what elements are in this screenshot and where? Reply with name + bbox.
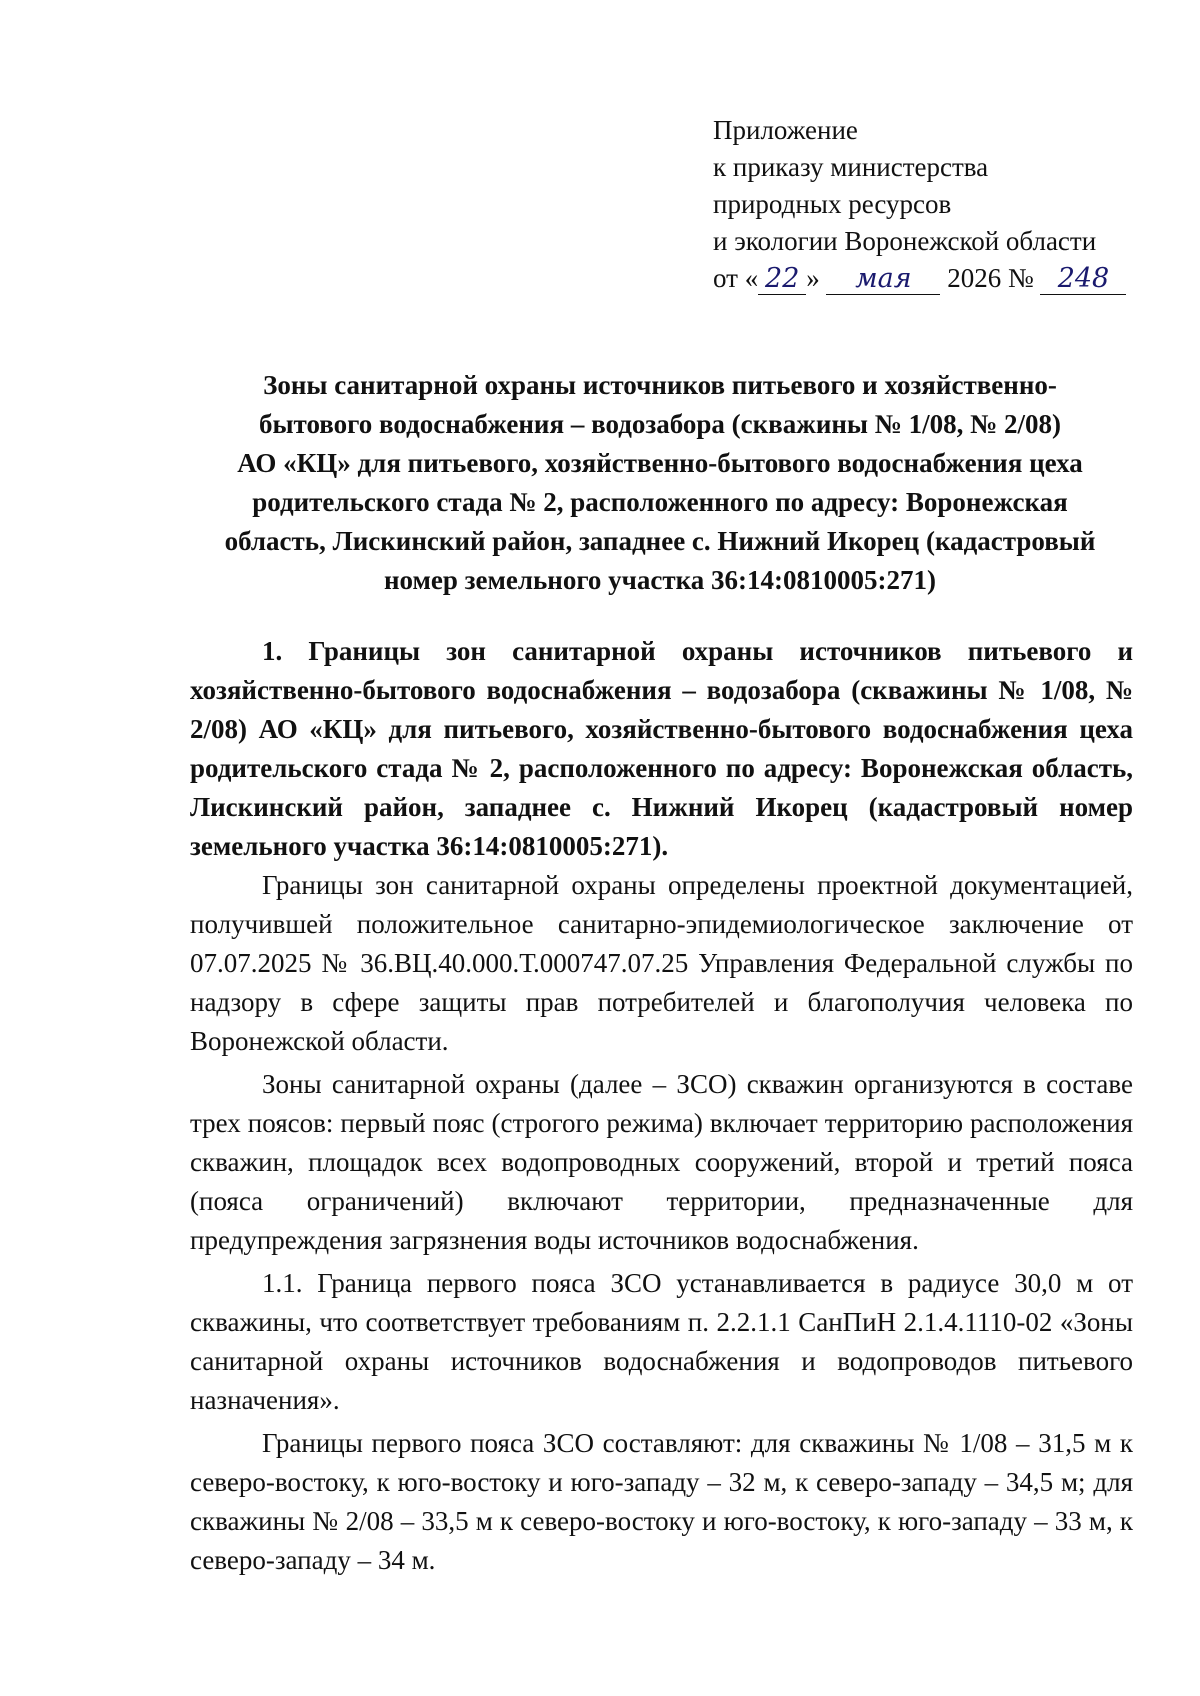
paragraph-conclusion: Границы зон санитарной охраны определены проектной документацией, получившей положительное санитарно-эпидемиологическое заключение от 07.07.2025 № 36.ВЦ.40.000.Т.000747.07.25 Управления Федеральной службы по надзору в сфере защиты прав потребителей и благополучия человека по Воронежской области.	[190, 870, 1133, 1056]
date-mid: »	[806, 263, 820, 293]
appendix-line-3: природных ресурсов	[713, 189, 952, 219]
title-line: родительского стада № 2, расположенного по адресу: Воронежская	[252, 487, 1068, 517]
appendix-block	[713, 112, 1126, 297]
paragraph-zones: Зоны санитарной охраны (далее – ЗСО) скважин организуются в составе трех поясов: первый пояс (строгого режима) включает территорию расположения скважин, площадок всех водопроводных сооружений, второй и третий пояса (пояса ограничений) включают территории, предназначенные для предупреждения загрязнения воды источников водоснабжения.	[190, 1069, 1133, 1255]
title-line: бытового водоснабжения – водозабора (скважины № 1/08, № 2/08)	[258, 409, 1062, 439]
date-prefix: от «	[713, 263, 759, 293]
appendix-line-2: к приказу министерства	[713, 152, 989, 182]
handwritten-order-number: 248	[1040, 264, 1126, 295]
date-year: 2026 №	[947, 263, 1034, 293]
appendix-line-1: Приложение	[713, 115, 858, 145]
title-line: Зоны санитарной охраны источников питьевого и хозяйственно-	[263, 370, 1057, 400]
title-line: номер земельного участка 36:14:0810005:271)	[383, 565, 937, 595]
paragraph-first-belt-radius: 1.1. Граница первого пояса ЗСО устанавливается в радиусе 30,0 м от скважины, что соответствует требованиям п. 2.2.1.1 СанПиН 2.1.4.1110-02 «Зоны санитарной охраны источников водоснабжения и водопроводов питьевого назначения».	[190, 1268, 1133, 1415]
title-line: АО «КЦ» для питьевого, хозяйственно-бытового водоснабжения цеха	[237, 448, 1083, 478]
appendix-date-line	[713, 260, 1126, 297]
appendix-line-4: и экологии Воронежской области	[713, 226, 1097, 256]
handwritten-month: мая	[826, 264, 940, 295]
section-1-heading: 1. Границы зон санитарной охраны источников питьевого и хозяйственно-бытового водоснабжения – водозабора (скважины № 1/08, № 2/08) АО «КЦ» для питьевого, хозяйственно-бытового водоснабжения цеха родительского стада № 2, расположенного по адресу: Воронежская область, Лискинский район, западнее с. Нижний Икорец (кадастровый номер земельного участка 36:14:0810005:271).	[190, 636, 1133, 861]
title-line: область, Лискинский район, западнее с. Нижний Икорец (кадастровый	[224, 526, 1096, 556]
handwritten-day: 22	[758, 264, 806, 295]
document-body	[190, 632, 1133, 1584]
paragraph-first-belt-boundaries: Границы первого пояса ЗСО составляют: для скважины № 1/08 – 31,5 м к северо-востоку, к юго-востоку и юго-западу – 32 м, к северо-западу – 34,5 м; для скважины № 2/08 – 33,5 м к северо-востоку и юго-востоку, к юго-западу – 33 м, к северо-западу – 34 м.	[190, 1428, 1133, 1575]
document-title	[190, 366, 1130, 600]
